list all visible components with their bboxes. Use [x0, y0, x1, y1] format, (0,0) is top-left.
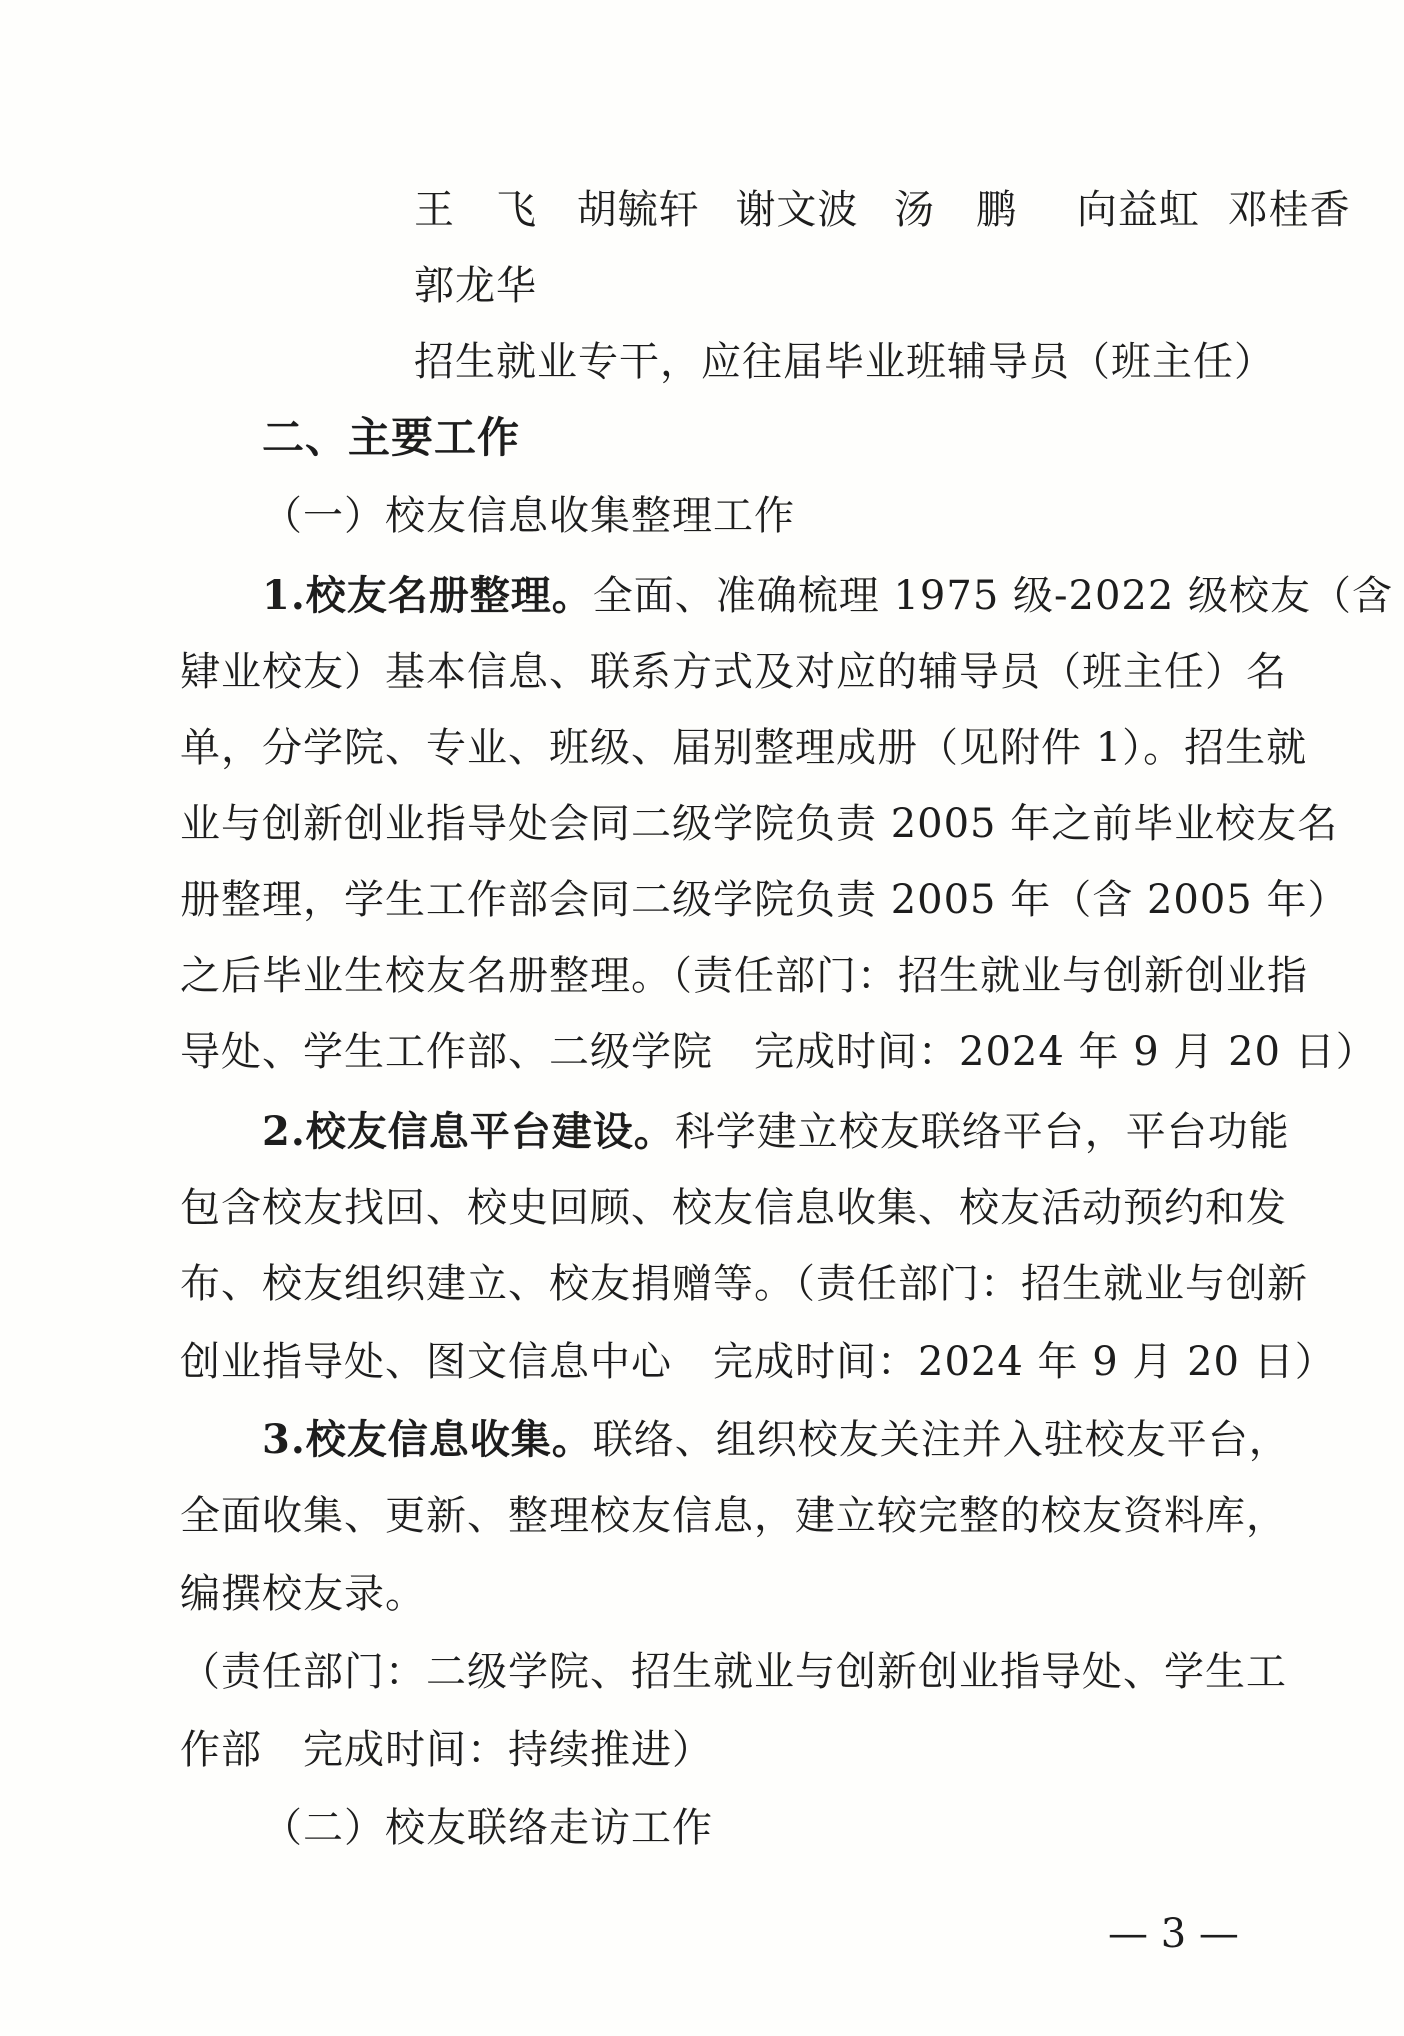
item-3-text: 联络、组织校友关注并入驻校友平台， — [592, 1417, 1290, 1463]
item-3-line-4: （责任部门：二级学院、招生就业与创新创业指导处、学生工 — [180, 1649, 1287, 1695]
committee-names-row-1 — [414, 172, 1351, 248]
item-1-line-1 — [262, 558, 1393, 634]
committee-name: 王 飞 — [414, 187, 537, 233]
item-1-title: 1.校友名册整理。 — [262, 572, 593, 619]
item-1-line-5: 册整理，学生工作部会同二级学院负责 2005 年（含 2005 年） — [180, 877, 1349, 923]
item-3-title: 3.校友信息收集。 — [262, 1416, 593, 1463]
item-3-line-2: 全面收集、更新、整理校友信息，建立较完整的校友资料库， — [180, 1493, 1287, 1539]
item-1-line-4: 业与创新创业指导处会同二级学院负责 2005 年之前毕业校友名 — [180, 801, 1339, 847]
committee-name: 汤 鹏 — [894, 187, 1018, 233]
item-1-text: 全面、准确梳理 1975 级-2022 级校友（含 — [592, 573, 1394, 619]
item-1-line-3: 单，分学院、专业、班级、届别整理成册（见附件 1）。招生就 — [180, 725, 1308, 771]
item-3-line-5: 作部 完成时间：持续推进） — [180, 1727, 713, 1773]
subsection-heading-2: （二）校友联络走访工作 — [262, 1805, 713, 1851]
subsection-heading-1: （一）校友信息收集整理工作 — [262, 493, 795, 539]
committee-name: 胡毓轩 — [576, 187, 700, 233]
committee-members-note: 招生就业专干，应往届毕业班辅导员（班主任） — [414, 339, 1275, 385]
page-number: — 3 — — [1108, 1911, 1239, 1957]
committee-name: 邓桂香 — [1227, 187, 1351, 233]
item-2-line-1 — [262, 1094, 1290, 1170]
item-1-line-7: 导处、学生工作部、二级学院 完成时间：2024 年 9 月 20 日） — [180, 1029, 1377, 1075]
item-2-line-2: 包含校友找回、校史回顾、校友信息收集、校友活动预约和发 — [180, 1185, 1287, 1231]
item-1-line-6: 之后毕业生校友名册整理。（责任部门：招生就业与创新创业指 — [180, 953, 1308, 999]
item-2-line-4: 创业指导处、图文信息中心 完成时间：2024 年 9 月 20 日） — [180, 1339, 1336, 1385]
item-2-text: 科学建立校友联络平台，平台功能 — [674, 1109, 1290, 1155]
item-3-line-3: 编撰校友录。 — [180, 1571, 426, 1617]
committee-name: 谢文波 — [735, 187, 859, 233]
item-2-line-3: 布、校友组织建立、校友捐赠等。（责任部门：招生就业与创新 — [180, 1261, 1308, 1307]
section-heading: 二、主要工作 — [262, 413, 521, 462]
item-3-line-1 — [262, 1402, 1290, 1478]
item-1-line-2: 肄业校友）基本信息、联系方式及对应的辅导员（班主任）名 — [180, 649, 1287, 695]
committee-name: 向益虹 — [1076, 187, 1200, 233]
committee-names-row-2: 郭龙华 — [414, 263, 537, 309]
item-2-title: 2.校友信息平台建设。 — [262, 1108, 675, 1155]
